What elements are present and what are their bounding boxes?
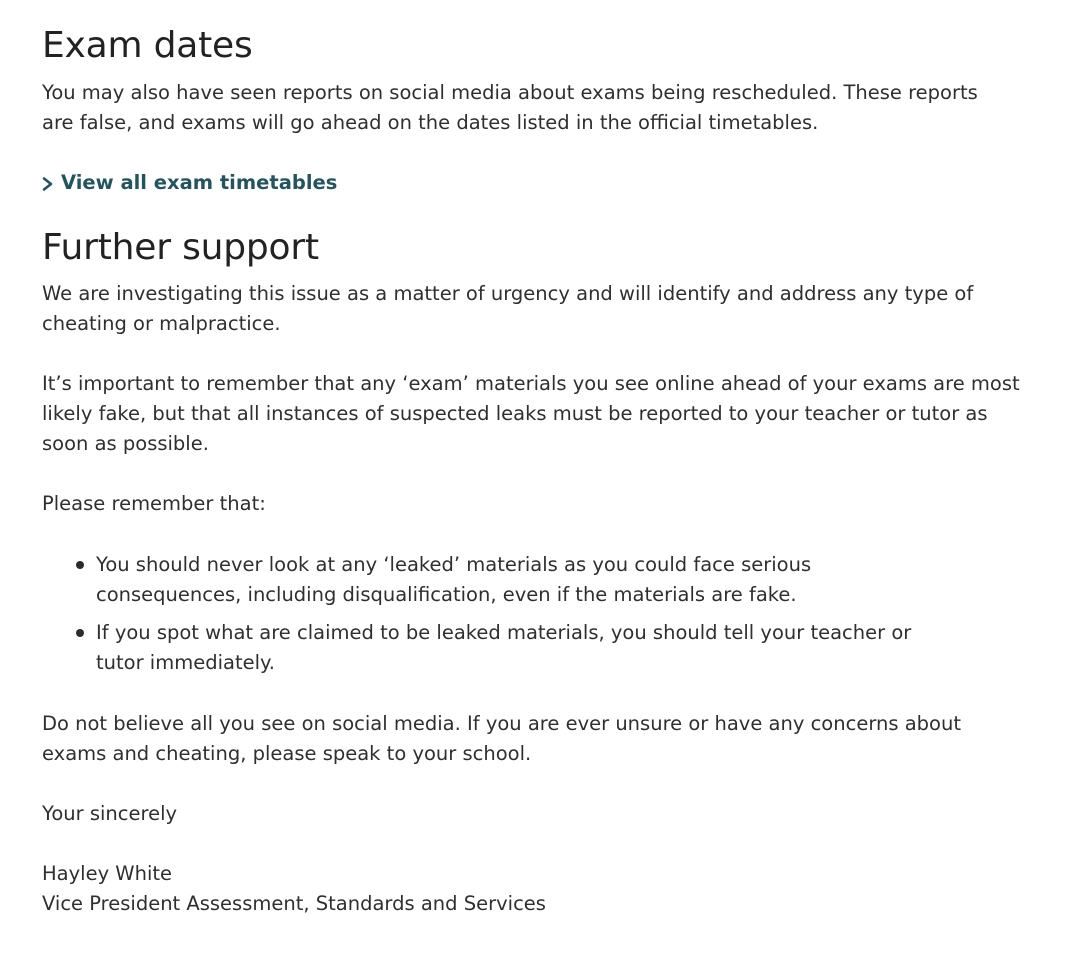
list-item-text: You should never look at any ‘leaked’ materials as you could face serious consequences, including disqualification, even if the materials are fake.	[96, 553, 812, 606]
list-item-text: If you spot what are claimed to be leaked materials, you should tell your teacher or tutor immediately.	[96, 621, 912, 674]
further-support-heading: Further support	[42, 227, 319, 268]
list-item	[74, 618, 954, 678]
remember-intro-paragraph: Please remember that:	[42, 492, 266, 515]
exam-dates-heading: Exam dates	[42, 25, 253, 66]
bullet-icon	[76, 629, 84, 637]
list-item	[74, 550, 954, 610]
salutation: Your sincerely	[42, 802, 178, 825]
advice-list	[74, 550, 954, 686]
exam-dates-paragraph: You may also have seen reports on social media about exams being rescheduled. These reports are false, and exams will go ahead on the dates listed in the official timetables.	[42, 81, 978, 134]
chevron-right-icon	[42, 177, 54, 191]
signatory-name: Hayley White	[42, 862, 173, 885]
signatory-title: Vice President Assessment, Standards and Services	[42, 892, 546, 915]
investigation-paragraph: We are investigating this issue as a matter of urgency and will identify and address any type of cheating or malpractice.	[42, 282, 974, 335]
bullet-icon	[76, 561, 84, 569]
fake-materials-paragraph: It’s important to remember that any ‘exam’ materials you see online ahead of your exams are most likely fake, but that all instances of suspected leaks must be reported to your teacher or tutor as soon as possible.	[42, 372, 1020, 455]
view-timetables-link[interactable]	[42, 168, 337, 198]
social-media-paragraph: Do not believe all you see on social media. If you are ever unsure or have any concerns about exams and cheating, please speak to your school.	[42, 712, 961, 765]
view-timetables-link-label[interactable]: View all exam timetables	[61, 171, 338, 194]
